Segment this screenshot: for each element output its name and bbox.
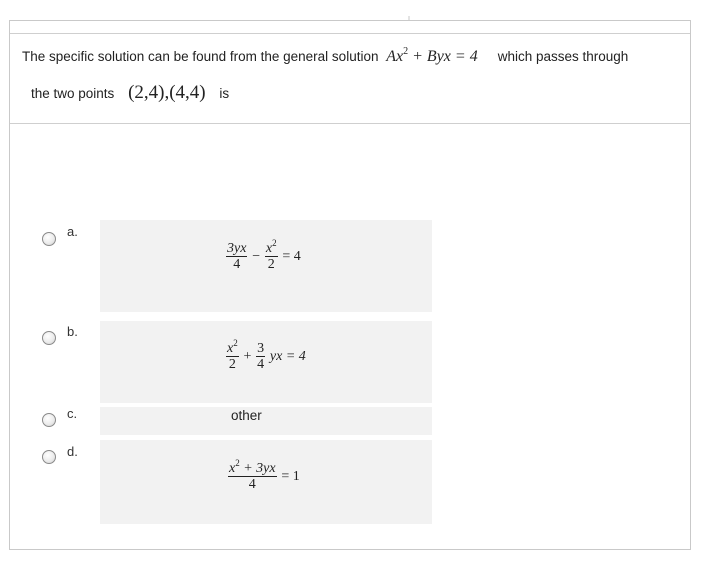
option-b-equation: $\frac{x^2}{2}$ + $\frac{3}{4}$ yx = 4 [227,338,306,372]
question-prefix: The specific solution can be found from the general solution [22,49,379,64]
option-d-equation: $\frac{x^2 + 3yx}{4}$ = 1 [229,458,300,492]
question-end: is [219,86,230,101]
points-label: the two points [31,86,115,101]
question-line-2 [31,82,229,104]
option-c-letter: c. [67,406,78,421]
question-line-1 [22,48,628,66]
question-suffix: which passes through [497,49,629,64]
option-a-equation: $\frac{3yx}{4}$ − $\frac{x^2}{2}$ = 4 [227,238,301,272]
option-c-box[interactable] [100,407,432,435]
option-c-radio[interactable] [42,413,56,427]
option-b-letter: b. [67,324,78,339]
points-value: (2,4),(4,4) [128,82,206,103]
option-c-text: other [231,408,262,423]
option-a-radio[interactable] [42,232,56,246]
option-a-letter: a. [67,224,78,239]
option-d-radio[interactable] [42,450,56,464]
question-box [10,33,690,124]
general-solution-equation: $Ax^2$ + Byx = 4 [386,46,478,65]
option-b-radio[interactable] [42,331,56,345]
option-d-letter: d. [67,444,78,459]
